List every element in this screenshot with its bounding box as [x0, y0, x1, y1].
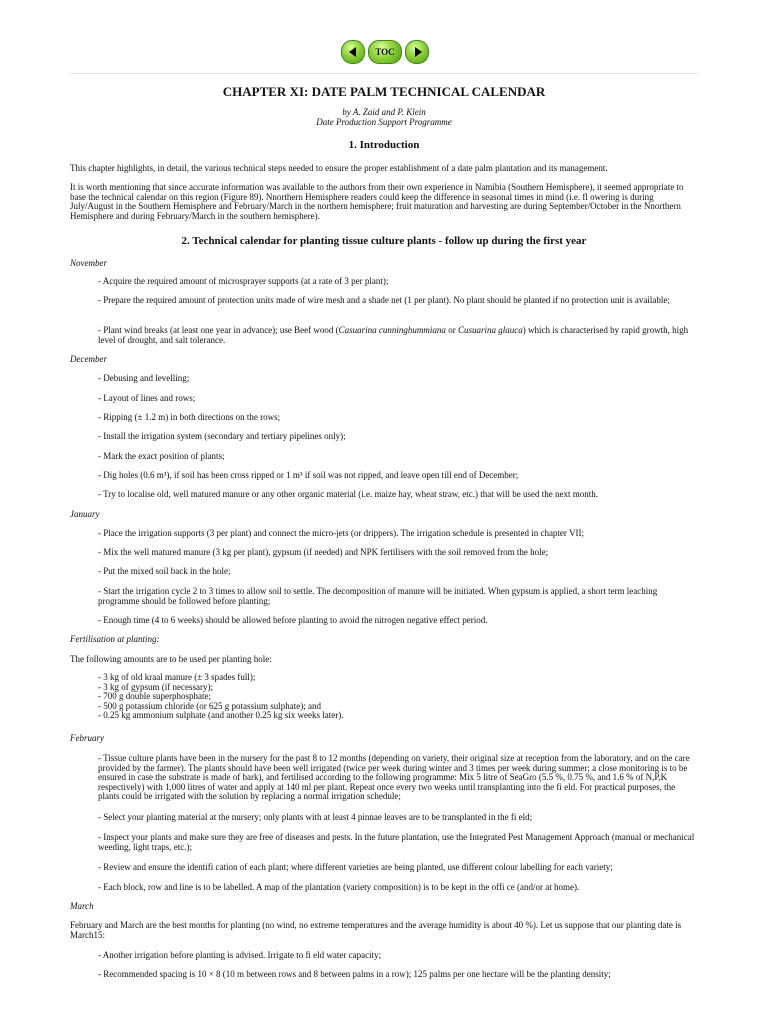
next-page-button[interactable] [405, 40, 429, 64]
fertilisation-list [98, 673, 698, 721]
fertilisation-intro: The following amounts are to be used per planting hole: [70, 654, 272, 664]
list-item: - Enough time (4 to 6 weeks) should be allowed before planting to avoid the nitrogen negative effect period. [98, 615, 488, 625]
list-item: - Debusing and levelling; [98, 373, 190, 383]
chapter-title: CHAPTER XI: DATE PALM TECHNICAL CALENDAR [222, 84, 546, 99]
list-item: - Recommended spacing is 10 × 8 (10 m between rows and 8 between palms in a row); 125 palms per one hectare will be the planting density; [98, 969, 611, 979]
species-name: Casuarina cunninghummiana [338, 325, 446, 335]
intro-paragraph-1: This chapter highlights, in detail, the various technical steps needed to ensure the proper establishment of a date palm plantation and its management. [70, 163, 608, 173]
list-item: - Mix the well matured manure (3 kg per plant), gypsum (if needed) and NPK fertilisers with the soil removed from the hole; [98, 547, 549, 557]
list-item: - Put the mixed soil back in the hole; [98, 566, 231, 576]
list-item: - Start the irrigation cycle 2 to 3 times to allow soil to settle. The decomposition of manure will be initiated. When gypsum is applied, a short term leaching programme should be followed before planting; [98, 586, 658, 606]
list-item: - 700 g double superphosphate; [98, 691, 211, 702]
toc-label: TOC [375, 47, 395, 57]
list-item: - Select your planting material at the nursery; only plants with at least 4 pinnae leaves are to be transplanted in the fi eld; [98, 812, 533, 822]
species-name: Cusuarina glauca [457, 325, 523, 335]
text-span: or [445, 325, 458, 335]
text-span: ) which is characterised by rapid growth, high level of drought, and salt tolerance. [98, 325, 689, 345]
list-item: - Another irrigation before planting is advised. Irrigate to fi eld water capacity; [98, 950, 382, 960]
list-item: - Acquire the required amount of microsprayer supports (at a rate of 3 per plant); [98, 276, 389, 286]
fertilisation-label: Fertilisation at planting: [70, 634, 160, 644]
month-label-january: January [70, 509, 100, 519]
list-item: - 3 kg of gypsum (if necessary); [98, 681, 213, 692]
arrow-left-icon [349, 47, 356, 57]
list-item: - Install the irrigation system (secondary and tertiary pipelines only); [98, 431, 346, 441]
list-item: - Review and ensure the identifi cation of each plant; where different varieties are being planted, use different colour labelling for each variety; [98, 862, 613, 872]
list-item: - Prepare the required amount of protection units made of wire mesh and a shade net (1 per plant). No plant should be planted if no protection unit is available; [98, 295, 670, 305]
authors-line: by A. Zaid and P. Klein [342, 107, 426, 117]
affiliation-line: Date Production Support Programme [316, 117, 452, 127]
list-item [98, 326, 698, 345]
list-item: - Each block, row and line is to be labelled. A map of the plantation (variety composition) is to be kept in the offi ce (and/or at home). [98, 882, 580, 892]
list-item: - Mark the exact position of plants; [98, 451, 225, 461]
previous-page-button[interactable] [341, 40, 365, 64]
list-item: - Tissue culture plants have been in the nursery for the past 8 to 12 months (depending on variety, their original size at reception from the laboratory, and on the care provided by the farmer). The plants should have been well irrigated (twice per week during winter and 3 times per week during summer; a close monitoring is to be ensured in case the substrate is made of bark), and fertilised according to the following programme: Mix 5 litre of SeaGro (5.5 %, 0.75 %, and 1.6 % of N,P,K respectively) with 1,000 litres of water and apply at 140 ml per plant. Repeat once every two weeks until transplanting into the fi eld. For practical purposes, the plants could be irrigated with the solution by replacing a normal irrigation schedule; [98, 753, 690, 802]
march-intro: February and March are the best months for planting (no wind, no extreme temperatures and the average humidity is about 40 %). Let us suppose that our planting date is March15: [70, 920, 682, 940]
section-1-heading: 1. Introduction [348, 139, 420, 151]
month-label-march: March [70, 901, 94, 911]
list-item: - Layout of lines and rows; [98, 393, 196, 403]
navigation-bar [0, 40, 768, 64]
month-label-february: February [70, 733, 104, 743]
list-item: - Place the irrigation supports (3 per plant) and connect the micro-jets (or drippers). The irrigation schedule is presented in chapter VII; [98, 528, 585, 538]
intro-paragraph-2: It is worth mentioning that since accurate information was available to the authors from their own experience in Namibia (Southern Hemisphere), it seemed appropriate to base the technical calendar on this region (Figure 89). Nnorthern Hemisphere readers could keep the difference in seasonal times in mind (i.e. fl owering is during July/August in the Southern Hemisphere and February/March in the northern hemisphere; fruit maturation and harvesting are during September/October in the Nnorthern Hemisphere and during February/March in the southern hemisphere). [70, 182, 684, 221]
list-item: - Inspect your plants and make sure they are free of diseases and pests. In the future plantation, use the Integrated Pest Management Approach (manual or mechanical weeding, light traps, etc.); [98, 832, 695, 852]
list-item: - 0.25 kg ammonium sulphate (and another 0.25 kg six weeks later). [98, 710, 344, 721]
month-label-december: December [70, 354, 107, 364]
list-item: - 500 g potassium chloride (or 625 g potassium sulphate); and [98, 700, 321, 711]
arrow-right-icon [415, 47, 422, 57]
section-2-heading: 2. Technical calendar for planting tissue culture plants - follow up during the first year [181, 235, 587, 247]
horizontal-divider [70, 73, 698, 74]
month-label-november: November [70, 258, 107, 268]
list-item: - 3 kg of old kraal manure (± 3 spades full); [98, 672, 256, 682]
toc-button[interactable] [368, 40, 402, 64]
text-span: - Plant wind breaks (at least one year in advance); use Beef wood ( [98, 325, 339, 335]
list-item: - Ripping (± 1.2 m) in both directions on the rows; [98, 412, 281, 422]
list-item: - Dig holes (0.6 m³), if soil has been cross ripped or 1 m³ if soil was not ripped, and leave open till end of December; [98, 470, 519, 480]
list-item: - Try to localise old, well matured manure or any other organic material (i.e. maize hay, wheat straw, etc.) that will be used the next month. [98, 489, 599, 499]
